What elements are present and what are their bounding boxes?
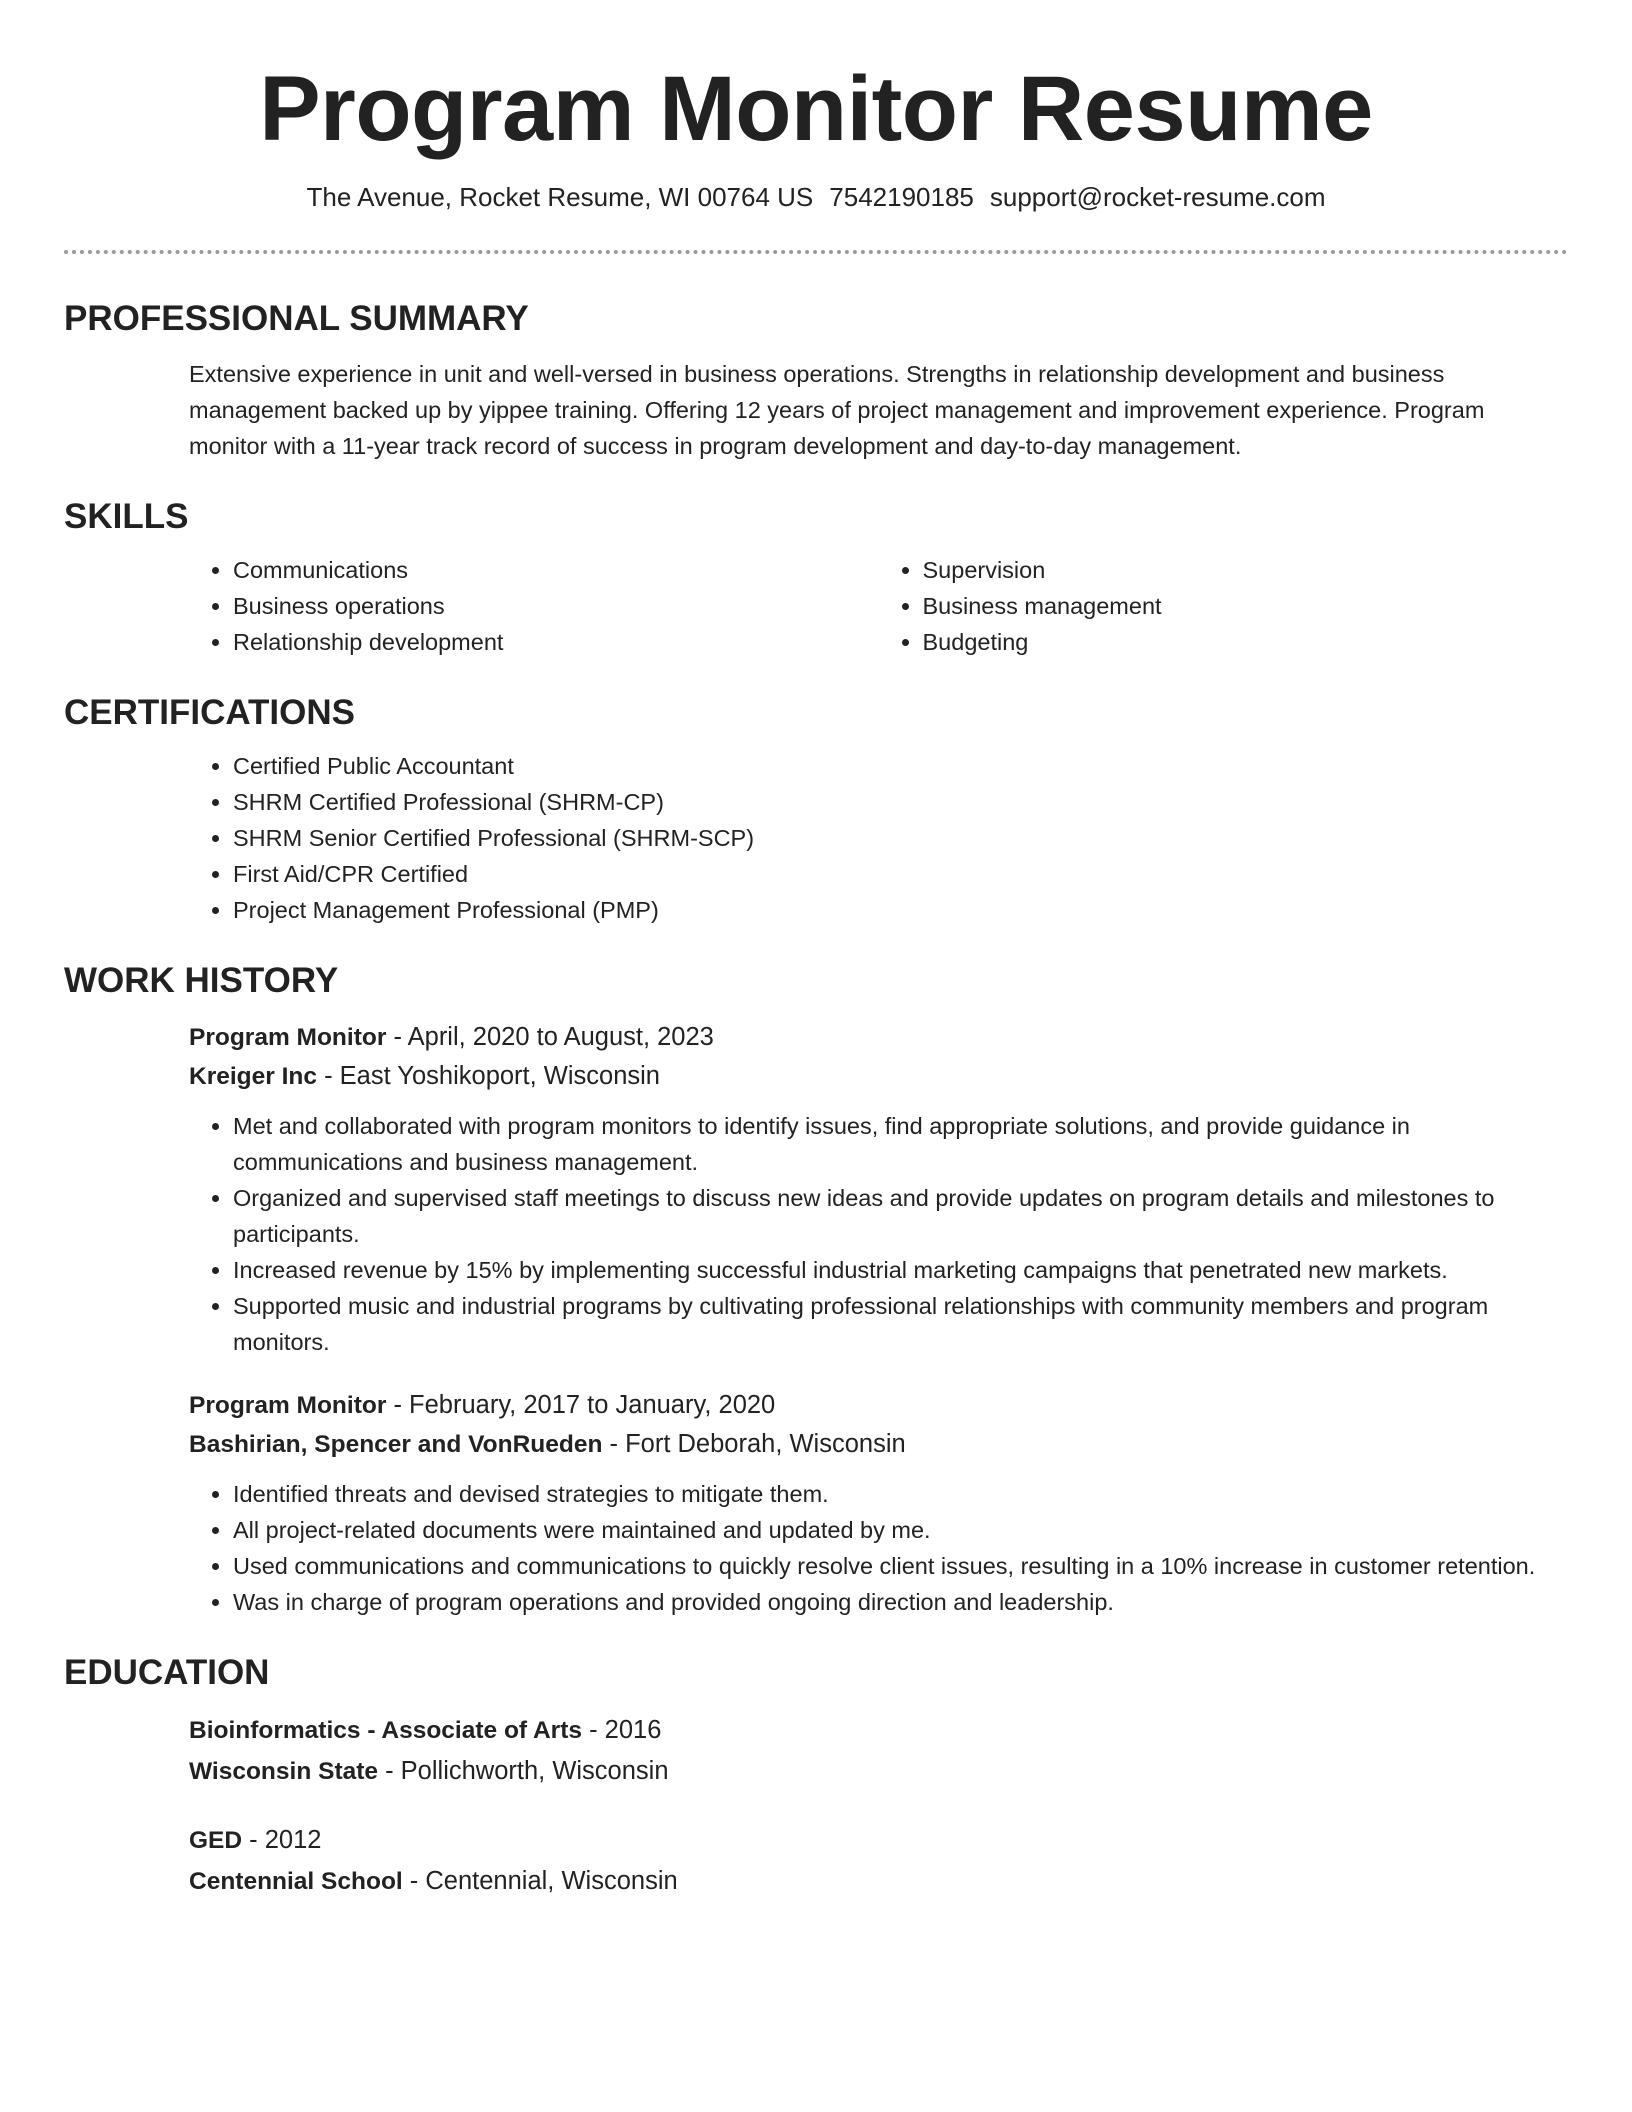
job-bullet: • Organized and supervised staff meetings to discuss new ideas and provide updates on program details and milestones to participants. [233, 1180, 1568, 1252]
education-year: - 2012 [242, 1826, 322, 1854]
education-year: - 2016 [581, 1716, 662, 1744]
skills-grid [189, 552, 1568, 660]
job-title-line [189, 1018, 1568, 1057]
skill-item: • Relationship development [233, 624, 879, 660]
header-divider [64, 250, 1568, 254]
job-title: Program Monitor [189, 1392, 387, 1419]
job-dates: - April, 2020 to August, 2023 [386, 1023, 714, 1051]
education-location: - Pollichworth, Wisconsin [378, 1757, 669, 1785]
job-bullet: • Was in charge of program operations and provided ongoing direction and leadership. [233, 1584, 1568, 1620]
summary-heading: PROFESSIONAL SUMMARY [64, 299, 529, 338]
job-location: - Fort Deborah, Wisconsin [602, 1430, 906, 1458]
job-company: Bashirian, Spencer and VonRueden [189, 1431, 603, 1458]
skill-item: • Business management [923, 588, 1569, 624]
skill-item: • Budgeting [923, 624, 1569, 660]
education-entry [189, 1710, 1568, 1792]
certifications-heading: CERTIFICATIONS [64, 693, 356, 732]
certification-item: • First Aid/CPR Certified [233, 856, 1568, 892]
summary-section [64, 296, 1568, 464]
job-bullet: • All project-related documents were maintained and updated by me. [233, 1512, 1568, 1548]
skills-right-list [879, 552, 1569, 660]
education-degree-line [189, 1710, 1568, 1751]
job-bullet: • Met and collaborated with program monitors to identify issues, find appropriate solutions, and provide guidance in communications and business management. [233, 1108, 1568, 1180]
education-degree: Bioinformatics - Associate of Arts [189, 1717, 582, 1744]
certification-item: • SHRM Certified Professional (SHRM-CP) [233, 784, 1568, 820]
certifications-section [64, 690, 1568, 928]
skills-heading: SKILLS [64, 497, 189, 536]
certifications-list [189, 748, 1568, 928]
certification-item: • Project Management Professional (PMP) [233, 892, 1568, 928]
education-entry [189, 1820, 1568, 1902]
job-bullet: • Identified threats and devised strategies to mitigate them. [233, 1476, 1568, 1512]
job-dates: - February, 2017 to January, 2020 [386, 1391, 776, 1419]
contact-line [0, 180, 1632, 214]
job-company-line [189, 1057, 1568, 1096]
job-title: Program Monitor [189, 1024, 387, 1051]
job-bullet: • Used communications and communications to quickly resolve client issues, resulting in a 10% increase in customer retention. [233, 1548, 1568, 1584]
education-degree-line [189, 1820, 1568, 1861]
education-school: Wisconsin State [189, 1758, 379, 1785]
job-entry [189, 1386, 1568, 1620]
certification-item: • SHRM Senior Certified Professional (SHRM-SCP) [233, 820, 1568, 856]
education-school: Centennial School [189, 1868, 403, 1895]
job-bullet: • Supported music and industrial programs by cultivating professional relationships with community members and program monitors. [233, 1288, 1568, 1360]
skills-section [64, 494, 1568, 660]
education-heading: EDUCATION [64, 1653, 270, 1692]
work-history-heading: WORK HISTORY [64, 961, 339, 1000]
job-bullet: • Increased revenue by 15% by implementing successful industrial marketing campaigns that penetrated new markets. [233, 1252, 1568, 1288]
resume-title: Program Monitor Resume [259, 58, 1373, 160]
summary-text: Extensive experience in unit and well-versed in business operations. Strengths in relationship development and business management backed up by yippee training. Offering 12 years of project management and improvement experience. Program monitor with a 11-year track record of success in program development and day-to-day management. [189, 361, 1485, 459]
skill-item: • Supervision [923, 552, 1569, 588]
education-school-line [189, 1861, 1568, 1902]
certification-item: • Certified Public Accountant [233, 748, 1568, 784]
work-history-section [64, 958, 1568, 1620]
resume-content [64, 296, 1568, 1902]
education-section [64, 1650, 1568, 1902]
job-company: Kreiger Inc [189, 1063, 317, 1090]
education-location: - Centennial, Wisconsin [402, 1867, 678, 1895]
job-company-line [189, 1425, 1568, 1464]
contact-email: support@rocket-resume.com [989, 182, 1326, 212]
skills-left-list [189, 552, 879, 660]
education-degree: GED [189, 1827, 243, 1854]
job-entry [189, 1018, 1568, 1360]
job-title-line [189, 1386, 1568, 1425]
contact-phone: 7542190185 [829, 182, 974, 212]
skill-item: • Business operations [233, 588, 879, 624]
contact-address: The Avenue, Rocket Resume, WI 00764 US [306, 182, 814, 212]
job-bullets [189, 1108, 1568, 1360]
skill-item: • Communications [233, 552, 879, 588]
education-school-line [189, 1751, 1568, 1792]
job-location: - East Yoshikoport, Wisconsin [317, 1062, 660, 1090]
job-bullets [189, 1476, 1568, 1620]
